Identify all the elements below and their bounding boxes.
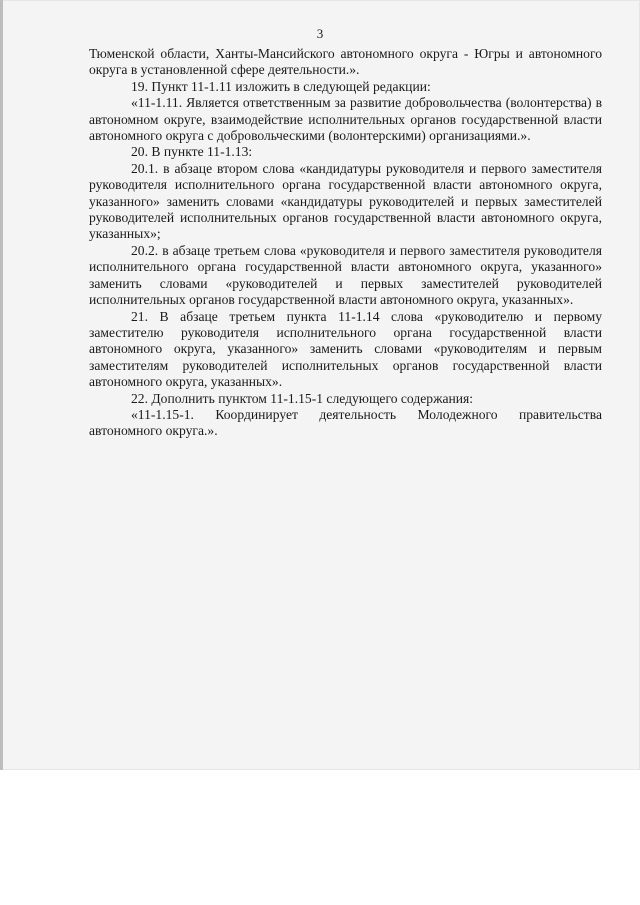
paragraph-item-20-2: 20.2. в абзаце третьем слова «руководителя и первого заместителя руководителя исполнительного органа государственной власти автономного округа, указанного» заменить словами «руководителей и первых заместителей руководителей исполнительных органов государственной власти автономного округа, указанных». bbox=[89, 242, 602, 308]
paragraph-item-21: 21. В абзаце третьем пункта 11-1.14 слова «руководителю и первому заместителю руководителя исполнительного органа государственной власти автономного округа, указанного» заменить словами «руководителям и первым заместителям руководителей исполнительных органов государственной власти автономного округа, указанных». bbox=[89, 308, 602, 390]
page-number: 3 bbox=[316, 26, 324, 41]
paragraph-item-19-text: «11-1.11. Является ответственным за развитие добровольчества (волонтерства) в автономном округе, взаимодействие исполнительных органов государственной власти автономного округа с добровольческими (волонтерскими) организациями.». bbox=[89, 95, 602, 144]
paragraph-item-22-text: «11-1.15-1. Координирует деятельность Молодежного правительства автономного округа.». bbox=[89, 406, 602, 439]
paragraph-item-20: 20. В пункте 11-1.13: bbox=[131, 144, 253, 160]
document-body bbox=[89, 46, 602, 440]
paragraph-item-19: 19. Пункт 11-1.11 изложить в следующей редакции: bbox=[131, 78, 431, 94]
blank-area bbox=[0, 770, 640, 905]
paragraph-item-20-1: 20.1. в абзаце втором слова «кандидатуры руководителя и первого заместителя руководителя исполнительного органа государственной власти автономного округа, указанного» заменить словами «кандидатуры руководителей и первых заместителей руководителей исполнительных органов государственной власти автономного округа, указанных»; bbox=[89, 160, 602, 242]
paragraph-item-22: 22. Дополнить пунктом 11-1.15-1 следующего содержания: bbox=[131, 390, 474, 406]
paragraph-continuation: Тюменской области, Ханты-Мансийского автономного округа - Югры и автономного округа в установленной сфере деятельности.». bbox=[89, 46, 602, 78]
